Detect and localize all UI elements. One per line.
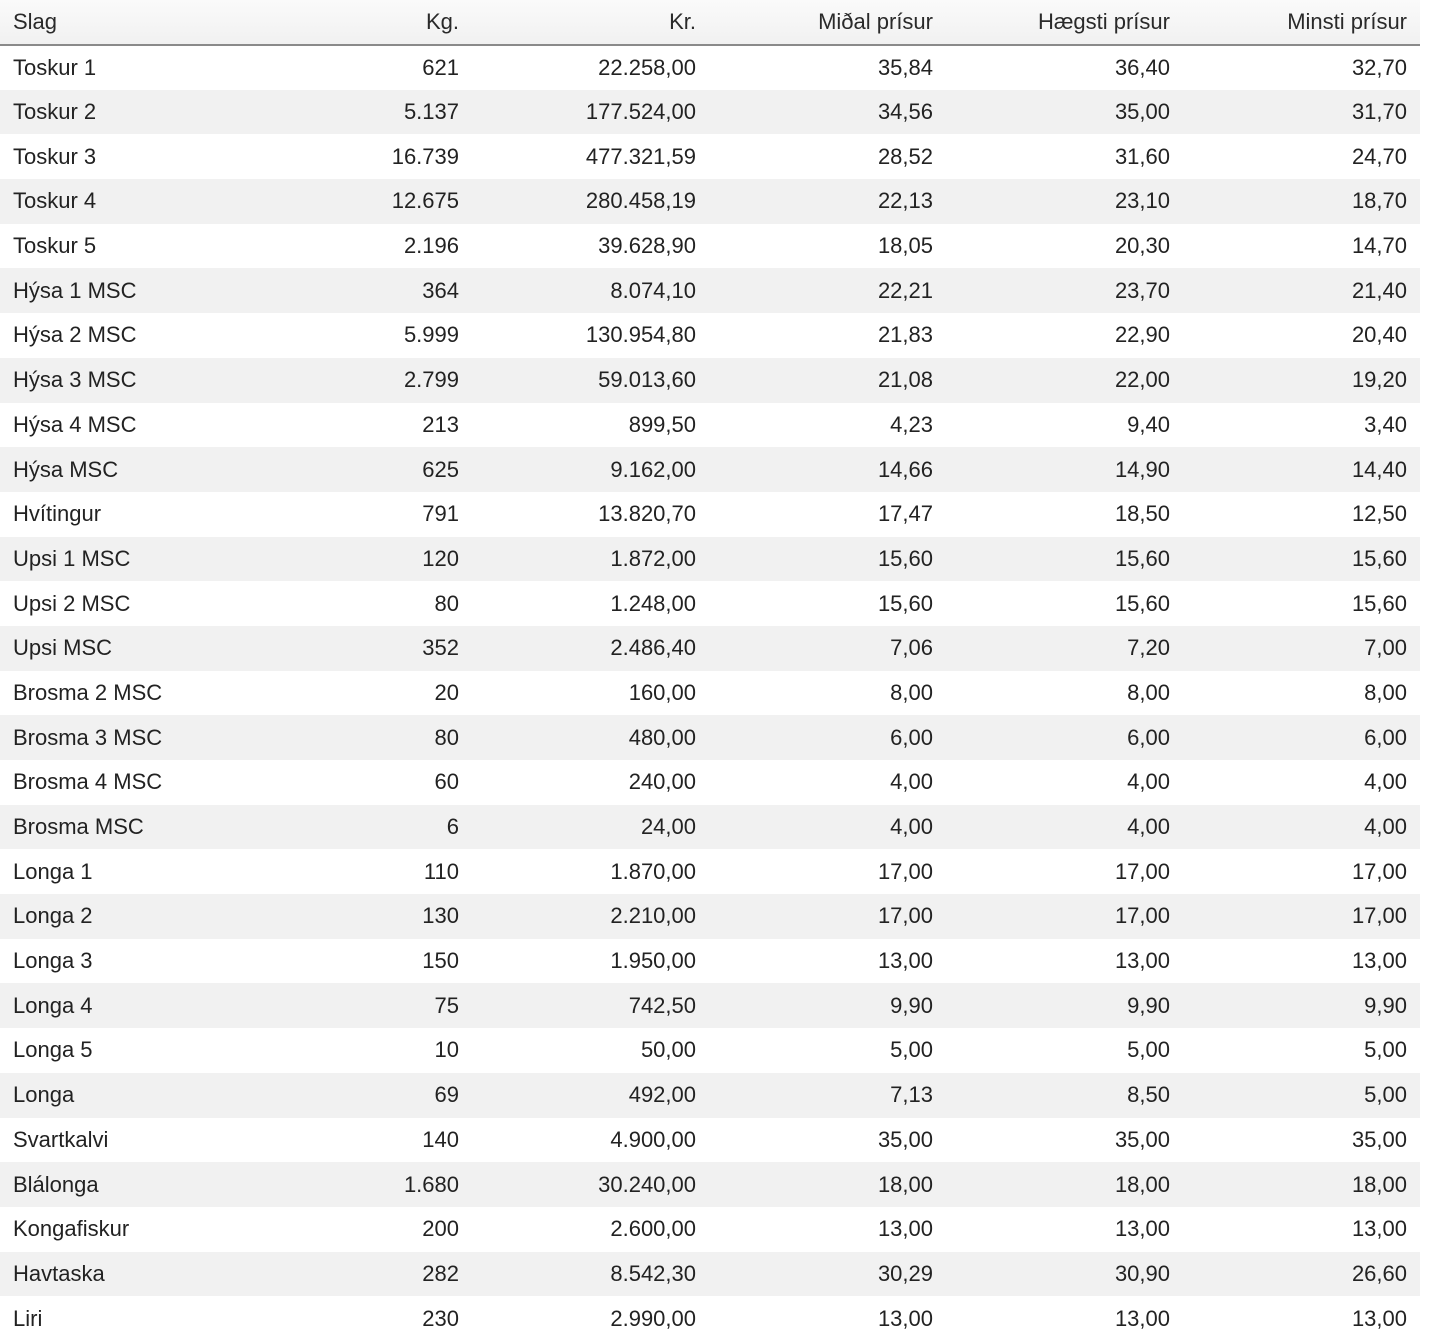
table-row	[0, 358, 1420, 403]
cell-kr: 1.872,00	[472, 537, 709, 582]
cell-species: Kongafiskur	[13, 1216, 130, 1242]
cell-avg-price: 17,00	[877, 858, 933, 884]
cell-avg-price: 8,00	[890, 679, 933, 705]
cell-max-price: 4,00	[1127, 769, 1170, 795]
cell-min-price: 17,00	[1183, 894, 1420, 939]
cell-max-price: 18,50	[1114, 501, 1170, 527]
cell-avg-price: 22,13	[709, 179, 946, 224]
cell-max-price: 15,60	[1114, 590, 1170, 616]
cell-kg: 213	[422, 411, 459, 437]
cell-kr: 8.074,10	[472, 268, 709, 313]
cell-max-price: 8,50	[946, 1073, 1183, 1118]
cell-min-price: 21,40	[1183, 268, 1420, 313]
table-header-row	[0, 0, 1420, 45]
cell-avg-price: 30,29	[709, 1252, 946, 1297]
cell-avg-price: 22,21	[709, 268, 946, 313]
cell-species: Hýsa MSC	[0, 447, 236, 492]
cell-kr: 177.524,00	[472, 90, 709, 135]
cell-kr: 280.458,19	[472, 179, 709, 224]
cell-species: Havtaska	[0, 1252, 236, 1297]
cell-avg-price: 15,60	[877, 590, 933, 616]
table-row	[0, 492, 1420, 537]
cell-kg: 2.799	[236, 358, 472, 403]
table-row	[0, 626, 1420, 671]
cell-avg-price: 13,00	[877, 948, 933, 974]
cell-max-price: 35,00	[1114, 1126, 1170, 1152]
cell-kr: 480,00	[472, 715, 709, 760]
table-row	[0, 134, 1420, 179]
table-row	[0, 1252, 1420, 1297]
cell-species: Upsi 1 MSC	[0, 537, 236, 582]
cell-kr: 24,00	[472, 805, 709, 850]
cell-min-price: 31,70	[1183, 90, 1420, 135]
cell-avg-price: 6,00	[709, 715, 946, 760]
table-row	[0, 224, 1420, 269]
cell-species: Brosma MSC	[0, 805, 236, 850]
cell-kr: 50,00	[640, 1037, 696, 1063]
cell-min-price: 13,00	[1351, 1305, 1407, 1331]
cell-max-price: 23,70	[946, 268, 1183, 313]
cell-avg-price: 21,08	[709, 358, 946, 403]
cell-kg: 150	[422, 948, 459, 974]
cell-kr: 22.258,00	[598, 54, 696, 80]
column-header-kg[interactable]: Kg.	[236, 0, 472, 45]
cell-min-price: 15,60	[1351, 590, 1407, 616]
cell-min-price: 32,70	[1351, 54, 1407, 80]
cell-kr: 1.870,00	[610, 858, 696, 884]
cell-kg: 200	[422, 1216, 459, 1242]
cell-kr: 477.321,59	[585, 143, 696, 169]
cell-kg: 16.739	[391, 143, 459, 169]
cell-kr: 13.820,70	[598, 501, 696, 527]
cell-max-price: 22,90	[1114, 322, 1170, 348]
cell-species: Upsi MSC	[0, 626, 236, 671]
cell-max-price: 9,90	[946, 983, 1183, 1028]
cell-max-price: 18,00	[946, 1162, 1183, 1207]
cell-avg-price: 7,13	[709, 1073, 946, 1118]
cell-max-price: 4,00	[946, 805, 1183, 850]
cell-min-price: 18,00	[1183, 1162, 1420, 1207]
cell-kg: 10	[434, 1037, 459, 1063]
cell-avg-price: 35,00	[877, 1126, 933, 1152]
cell-kr: 492,00	[472, 1073, 709, 1118]
table-row	[0, 939, 1420, 984]
column-header-slag[interactable]: Slag	[0, 0, 236, 45]
cell-kg: 621	[422, 54, 459, 80]
cell-kg: 120	[236, 537, 472, 582]
cell-kg: 80	[236, 715, 472, 760]
cell-kg: 110	[423, 858, 459, 884]
cell-kg: 282	[236, 1252, 472, 1297]
cell-max-price: 31,60	[1114, 143, 1170, 169]
column-header-kr[interactable]: Kr.	[472, 0, 709, 45]
cell-avg-price: 7,06	[709, 626, 946, 671]
cell-species: Liri	[13, 1305, 43, 1331]
cell-min-price: 35,00	[1351, 1126, 1407, 1152]
cell-species: Hýsa 2 MSC	[13, 322, 137, 348]
cell-kr: 8.542,30	[472, 1252, 709, 1297]
cell-species: Blálonga	[0, 1162, 236, 1207]
table-row	[0, 447, 1420, 492]
cell-species: Longa 3	[13, 948, 93, 974]
cell-species: Hýsa 3 MSC	[0, 358, 236, 403]
cell-min-price: 3,40	[1364, 411, 1407, 437]
cell-max-price: 17,00	[1114, 858, 1170, 884]
cell-kg: 2.196	[403, 233, 459, 259]
table-row	[0, 179, 1420, 224]
cell-avg-price: 34,56	[709, 90, 946, 135]
cell-kr: 59.013,60	[472, 358, 709, 403]
table-row	[0, 403, 1420, 448]
cell-species: Hýsa 4 MSC	[13, 411, 137, 437]
cell-species: Toskur 2	[0, 90, 236, 135]
table-row	[0, 1207, 1420, 1252]
cell-avg-price: 13,00	[877, 1305, 933, 1331]
cell-species: Upsi 2 MSC	[13, 590, 131, 616]
cell-avg-price: 4,00	[890, 769, 933, 795]
cell-avg-price: 18,05	[877, 233, 933, 259]
cell-avg-price: 14,66	[709, 447, 946, 492]
cell-species: Longa	[0, 1073, 236, 1118]
cell-min-price: 14,70	[1351, 233, 1407, 259]
cell-species: Longa 5	[13, 1037, 93, 1063]
cell-min-price: 5,00	[1364, 1037, 1407, 1063]
cell-kr: 39.628,90	[598, 233, 696, 259]
cell-min-price: 5,00	[1183, 1073, 1420, 1118]
cell-max-price: 35,00	[946, 90, 1183, 135]
cell-species: Toskur 4	[0, 179, 236, 224]
cell-species: Longa 1	[13, 858, 93, 884]
cell-avg-price: 17,47	[877, 501, 933, 527]
table-row	[0, 671, 1420, 716]
cell-avg-price: 4,23	[890, 411, 933, 437]
cell-max-price: 7,20	[946, 626, 1183, 671]
table-row	[0, 90, 1420, 135]
cell-kg: 60	[434, 769, 459, 795]
table-row	[0, 1118, 1420, 1163]
cell-kg: 791	[422, 501, 459, 527]
cell-max-price: 15,60	[946, 537, 1183, 582]
cell-species: Toskur 5	[13, 233, 97, 259]
cell-species: Svartkalvi	[13, 1126, 109, 1152]
cell-min-price: 4,00	[1183, 805, 1420, 850]
cell-max-price: 13,00	[1114, 1305, 1170, 1331]
cell-max-price: 13,00	[1114, 948, 1170, 974]
table-row	[0, 313, 1420, 358]
cell-avg-price: 28,52	[877, 143, 933, 169]
cell-species: Brosma 4 MSC	[13, 769, 163, 795]
table-row	[0, 1162, 1420, 1207]
cell-kg: 75	[236, 983, 472, 1028]
cell-min-price: 12,50	[1351, 501, 1407, 527]
table-row	[0, 849, 1420, 894]
cell-kg: 20	[434, 679, 459, 705]
cell-min-price: 6,00	[1183, 715, 1420, 760]
cell-avg-price: 17,00	[709, 894, 946, 939]
cell-kr: 4.900,00	[610, 1126, 696, 1152]
cell-kr: 2.210,00	[472, 894, 709, 939]
cell-min-price: 9,90	[1183, 983, 1420, 1028]
cell-min-price: 20,40	[1351, 322, 1407, 348]
cell-max-price: 9,40	[1127, 411, 1170, 437]
table-row	[0, 805, 1420, 850]
table-row	[0, 1073, 1420, 1118]
cell-kg: 6	[236, 805, 472, 850]
cell-kg: 364	[236, 268, 472, 313]
cell-max-price: 5,00	[1127, 1037, 1170, 1063]
cell-avg-price: 21,83	[877, 322, 933, 348]
cell-species: Longa 4	[0, 983, 236, 1028]
cell-kg: 352	[236, 626, 472, 671]
table-row	[0, 268, 1420, 313]
cell-min-price: 7,00	[1183, 626, 1420, 671]
cell-avg-price: 18,00	[709, 1162, 946, 1207]
cell-min-price: 15,60	[1183, 537, 1420, 582]
cell-min-price: 24,70	[1351, 143, 1407, 169]
table-row	[0, 894, 1420, 939]
cell-kg: 69	[236, 1073, 472, 1118]
cell-kr: 1.950,00	[610, 948, 696, 974]
cell-kg: 12.675	[236, 179, 472, 224]
table-row	[0, 1028, 1420, 1073]
cell-kr: 899,50	[628, 411, 696, 437]
cell-avg-price: 9,90	[709, 983, 946, 1028]
cell-min-price: 19,20	[1183, 358, 1420, 403]
cell-min-price: 18,70	[1183, 179, 1420, 224]
column-header-avg-price[interactable]: Miðal prísur	[709, 0, 946, 45]
cell-species: Toskur 1	[13, 54, 97, 80]
cell-kg: 1.680	[236, 1162, 472, 1207]
cell-min-price: 13,00	[1351, 1216, 1407, 1242]
cell-species: Hvítingur	[13, 501, 102, 527]
cell-species: Toskur 3	[13, 143, 97, 169]
cell-avg-price: 5,00	[890, 1037, 933, 1063]
cell-kr: 130.954,80	[585, 322, 696, 348]
cell-max-price: 6,00	[946, 715, 1183, 760]
cell-max-price: 30,90	[946, 1252, 1183, 1297]
cell-max-price: 36,40	[1114, 54, 1170, 80]
cell-kr: 9.162,00	[472, 447, 709, 492]
cell-kr: 240,00	[628, 769, 696, 795]
cell-min-price: 17,00	[1351, 858, 1407, 884]
cell-kg: 80	[434, 590, 459, 616]
cell-kr: 1.248,00	[610, 590, 696, 616]
table-row	[0, 983, 1420, 1028]
cell-max-price: 20,30	[1114, 233, 1170, 259]
cell-kr: 2.486,40	[472, 626, 709, 671]
table-row	[0, 760, 1420, 805]
cell-kg: 5.137	[236, 90, 472, 135]
cell-kr: 30.240,00	[472, 1162, 709, 1207]
table-row	[0, 1296, 1420, 1341]
table-row	[0, 45, 1420, 90]
cell-avg-price: 4,00	[709, 805, 946, 850]
cell-max-price: 13,00	[1114, 1216, 1170, 1242]
cell-species: Brosma 3 MSC	[0, 715, 236, 760]
cell-kg: 230	[422, 1305, 459, 1331]
cell-kr: 2.600,00	[610, 1216, 696, 1242]
table-row	[0, 537, 1420, 582]
table-row	[0, 581, 1420, 626]
cell-species: Brosma 2 MSC	[13, 679, 163, 705]
table-row	[0, 715, 1420, 760]
cell-min-price: 14,40	[1183, 447, 1420, 492]
cell-kg: 625	[236, 447, 472, 492]
cell-min-price: 4,00	[1364, 769, 1407, 795]
cell-kg: 130	[236, 894, 472, 939]
cell-species: Hýsa 1 MSC	[0, 268, 236, 313]
cell-max-price: 17,00	[946, 894, 1183, 939]
cell-max-price: 14,90	[946, 447, 1183, 492]
cell-kg: 5.999	[403, 322, 459, 348]
table-body	[0, 45, 1420, 1341]
cell-kr: 160,00	[628, 679, 696, 705]
cell-avg-price: 35,84	[877, 54, 933, 80]
column-header-max-price[interactable]: Hægsti prísur	[946, 0, 1183, 45]
cell-min-price: 26,60	[1183, 1252, 1420, 1297]
cell-min-price: 13,00	[1351, 948, 1407, 974]
cell-max-price: 22,00	[946, 358, 1183, 403]
cell-kr: 2.990,00	[610, 1305, 696, 1331]
cell-kg: 140	[422, 1126, 459, 1152]
cell-max-price: 8,00	[1127, 679, 1170, 705]
cell-avg-price: 15,60	[709, 537, 946, 582]
cell-max-price: 23,10	[946, 179, 1183, 224]
cell-avg-price: 13,00	[877, 1216, 933, 1242]
column-header-min-price[interactable]: Minsti prísur	[1183, 0, 1420, 45]
cell-species: Longa 2	[0, 894, 236, 939]
cell-kr: 742,50	[472, 983, 709, 1028]
cell-min-price: 8,00	[1364, 679, 1407, 705]
